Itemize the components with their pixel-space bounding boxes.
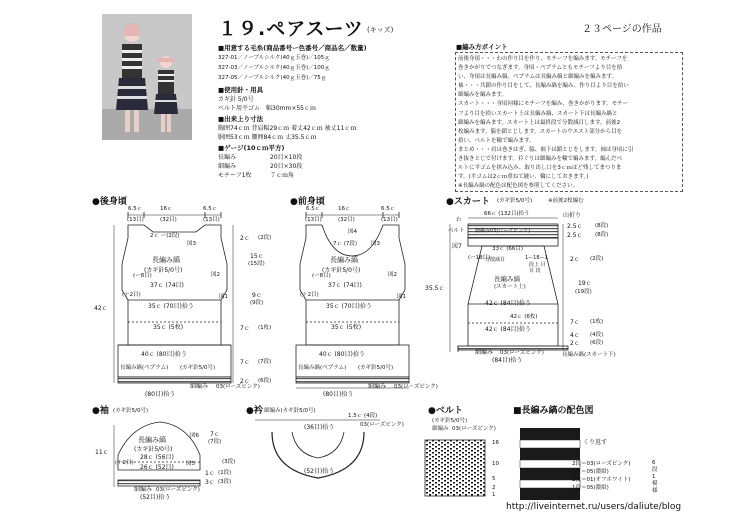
colorchart-row: 1段＝05(濃紺)	[572, 469, 609, 475]
section-skirt: ●スカート	[446, 197, 490, 207]
front-yarn: 03(ローズピンク)	[394, 384, 438, 390]
front-w-left: 6.5ｃ	[306, 206, 321, 212]
back-plus2: (＋2目)	[122, 292, 141, 298]
sleeve-r3c: 3ｃ	[205, 479, 215, 486]
back-h15c: 15ｃ	[250, 253, 264, 260]
front-w35b: 35ｃ (5枚)	[331, 324, 362, 331]
skirt-yarn: 03(ローズピンク)	[500, 350, 544, 356]
back-sai: 細編み	[190, 383, 209, 390]
skirt-lower: 長編み縞(スカート下)	[562, 352, 616, 358]
belt-row1: 1	[492, 492, 496, 498]
back-w40: 40ｃ (80目)拾う	[141, 351, 187, 358]
front-neck: 7ｃ (7段)	[333, 241, 358, 247]
skirt-saitop: 細編み03(ローズピンク)	[475, 228, 530, 234]
collar-note: 細編み(カギ針5/0号)	[264, 408, 316, 414]
skirt-r7: 7ｃ	[570, 319, 580, 326]
skirt-r2e: 2ｃ	[570, 340, 580, 347]
sleeve-body1: 長編み縞	[138, 436, 166, 444]
front-w40: 40ｃ (80目)拾う	[319, 351, 365, 358]
belt-row10: 10	[492, 461, 499, 467]
sleeve-plus2: (＋2目)	[115, 460, 134, 466]
front-minus8: (ー8目)	[312, 273, 331, 279]
collar-w15: 1.5ｃ (4段)	[348, 413, 378, 419]
back-yarn: 03(ローズピンク)	[216, 384, 260, 390]
sleeve-zu5: 図5	[186, 461, 195, 467]
tools-heading: ■使用針・用具	[218, 86, 264, 94]
color-chart	[520, 428, 580, 500]
size-heading: ■出来上り寸法	[218, 115, 264, 123]
skirt-h355: 35.5ｃ	[425, 285, 445, 292]
front-w37: 37ｃ (74目)	[328, 282, 362, 289]
yarn-line: 327-05／ノーブルシルク(40ｇ玉巻)／75ｇ	[218, 75, 327, 81]
skirt-bunsan: 分散減目	[485, 257, 506, 263]
front-peplum: 長編み縞(ペプラム)	[298, 365, 347, 371]
skirt-r2d: (2段)	[590, 256, 604, 262]
back-body2: (カギ針5/0号)	[144, 267, 183, 274]
front-body-outline	[296, 212, 409, 388]
back-h6d: (6段)	[258, 378, 272, 384]
collar-top: (36目)拾う	[304, 424, 335, 431]
points-line: い、身頃は長編み縞、ペプラムは長編み縞と細編みを編みます。	[458, 74, 618, 81]
skirt-top: 66ｃ (132目)拾う	[484, 211, 530, 217]
belt-row2: 2	[492, 485, 496, 491]
front-s-mid: (32目)	[338, 217, 355, 223]
skirt-step3: 目 段	[529, 268, 541, 274]
back-body1: 長編み縞	[152, 256, 180, 264]
points-line: 前後身頃・・・わの作り目を作り、モチーフを編みます。モチーフを	[458, 56, 628, 62]
skirt-zu7: 図7	[452, 243, 462, 250]
gauge-key: 細編み	[218, 163, 237, 170]
sleeve-r3d: (3段)	[218, 479, 232, 485]
points-line: ※長編み縞の配色は配色図を参照してください。	[458, 183, 579, 190]
sleeve-hook: (カギ針5/0号)	[113, 408, 149, 414]
skirt-w42b: 42ｃ (6枚)	[510, 314, 538, 320]
skirt-r6d: (6段)	[590, 340, 604, 346]
page-title: １９.ペアスーツ	[218, 18, 364, 40]
front-plus2: (＋2目)	[300, 292, 319, 298]
points-line: 巻きかがりでつなぎます。身頃・ペプラムともモチーフより目を拾	[458, 65, 623, 72]
section-collar: ●衿	[246, 406, 263, 416]
front-zu4: 図4	[348, 229, 357, 235]
sleeve-r1c: 1ｃ	[205, 470, 215, 477]
colorchart-row: 2段＝01(オフホワイト)	[572, 477, 631, 483]
back-s-right: (13目)	[203, 217, 220, 223]
sleeve-sai: 細編み	[134, 486, 153, 493]
source-url[interactable]: http://liveinternet.ru/users/daliute/blog	[506, 502, 682, 512]
belt-stitch: 細編み	[432, 426, 449, 432]
collar-bottom: (52目)拾う	[304, 468, 335, 475]
colorchart-repeat: くり返す	[583, 439, 608, 446]
skirt-r2c: 2ｃ	[570, 256, 580, 263]
yarn-line: 327-01／ノーブルシルク(40ｇ玉巻)／105ｇ	[218, 55, 330, 61]
skirt-sai: 細編み	[475, 349, 494, 356]
front-sai: 細編み	[368, 383, 387, 390]
collar-yarn: 03(ローズピンク)	[360, 422, 404, 428]
back-h2c2: 2ｃ	[240, 378, 250, 385]
sleeve-h11: 11ｃ	[95, 449, 109, 456]
back-h2c: 2ｃ	[240, 235, 250, 242]
sleeve-w28: 28ｃ (56目)	[140, 454, 174, 461]
back-h42: 42ｃ	[94, 305, 108, 312]
back-h2d: (2段)	[258, 235, 272, 241]
front-w-mid: 16ｃ	[338, 206, 351, 212]
back-w35a: 35ｃ (70目)拾う	[148, 303, 194, 310]
tools-line: カギ針 5/0号	[218, 96, 254, 103]
front-s-right: (13目)	[381, 217, 398, 223]
sleeve-w52: (52目)拾う	[140, 494, 171, 501]
colorchart-row: 2段＝03(ローズピンク)	[572, 461, 631, 467]
skirt-r8a: (8段)	[595, 223, 609, 229]
back-s-left: (13目)	[127, 217, 144, 223]
front-zu2: 図2	[388, 272, 397, 278]
skirt-belt: ベルト	[448, 228, 465, 234]
sleeve-r7d: (7段)	[208, 439, 222, 445]
colorchart-side: 6段1模様	[652, 460, 658, 494]
sleeve-yarn: 03(ローズピンク)	[156, 487, 200, 493]
points-line: き抜きとじで付けます。衿ぐりは細編みを輪で編みます。編んだベ	[458, 156, 623, 163]
section-belt: ●ベルト	[428, 406, 463, 416]
back-zu2: 図2	[211, 272, 220, 278]
back-w37: 37ｃ (74目)	[150, 282, 184, 289]
section-front: ●前身頃	[290, 197, 325, 207]
belt-row5: 5	[492, 476, 496, 482]
skirt-w84: (84目)拾う	[492, 357, 523, 364]
back-h7c: 7ｃ	[240, 325, 250, 332]
skirt-body1: 長編み縞	[494, 275, 520, 283]
front-w35a: 35ｃ (70目)拾う	[326, 303, 372, 310]
skirt-w33: 33ｃ (66目)	[492, 246, 524, 252]
front-zu3: 図3	[371, 241, 380, 247]
skirt-r25a: 2.5ｃ	[567, 223, 583, 230]
gauge-value: 20目×30段	[270, 163, 303, 170]
belt-hook: (カギ針5/0号)	[432, 418, 468, 424]
gauge-key: モチーフ1枚	[218, 172, 252, 179]
skirt-r19: 19ｃ	[578, 280, 592, 287]
tools-line: ベルト用平ゴム 幅30mm×55ｃｍ	[218, 105, 316, 112]
skirt-r4: 4ｃ	[570, 332, 580, 339]
section-sleeve: ●袖	[92, 406, 109, 416]
front-w-right: 6.5ｃ	[381, 206, 396, 212]
back-zu1: 図1	[219, 294, 228, 300]
front-body2: (カギ針5/0号)	[322, 267, 361, 274]
skirt-r19d: (19段)	[575, 289, 592, 295]
points-line: スカート・・・身頃同様にモチーフを編み、巻きかがります。モチー	[458, 101, 629, 108]
belt-yarn: 03(ローズピンク)	[452, 426, 496, 432]
front-body1: 長編み縞	[330, 256, 358, 264]
gauge-key: 長編み	[218, 154, 237, 161]
colorchart-row: 1段＝05(濃紺)	[572, 485, 609, 491]
kids-label: (キッズ)	[367, 26, 394, 34]
points-line: 拾い、ベルトを輪で編みます。	[458, 137, 535, 144]
back-h7d: (7段)	[258, 359, 272, 365]
yarn-heading: ■用意する毛糸(商品番号ー色番号／商品名／数量)	[218, 44, 367, 52]
skirt-step2: 段上 目	[529, 262, 546, 268]
sleeve-zu6: 図6	[190, 433, 199, 439]
skirt-w42c: 42ｃ (84目)拾う	[485, 326, 531, 333]
skirt-step: 1ー18ー1	[525, 255, 548, 261]
page-reference: ２３ページの作品	[582, 24, 662, 35]
section-color-chart: ■長編み縞の配色図	[513, 406, 594, 416]
back-w-left: 6.5ｃ	[128, 206, 143, 212]
sleeve-r3e: (3段)	[222, 459, 236, 465]
skirt-r25b: 2.5ｃ	[567, 232, 583, 239]
skirt-wa: わ	[456, 217, 462, 223]
points-line: 細編みを編みます。スカート上は最終段で分散減目します。前後2	[458, 119, 621, 126]
gauge-heading: ■ゲージ(10ｃｍ平方)	[218, 144, 285, 152]
back-zu3: 図3	[187, 241, 196, 247]
section-back: ●後身頃	[92, 197, 127, 207]
gauge-value: 20目×10段	[270, 154, 303, 161]
back-h15d: (15段)	[248, 261, 265, 267]
back-peplum2: (カギ針5/0号)	[180, 365, 216, 371]
front-w80: (80目)拾う	[323, 391, 354, 398]
size-line: 胴囲53ｃｍ 腰囲84ｃｍ 丈35.5ｃｍ	[218, 134, 317, 141]
back-h1m: (1枚)	[258, 325, 272, 331]
points-line: 細編みを編みます。	[458, 92, 508, 99]
points-line: ルトに平ゴムを挟み込み、取り出し口を3ｃｍほど残してまつりま	[458, 165, 622, 172]
skirt-count: ※前後2枚編む	[548, 198, 584, 204]
front-zu1: 図1	[397, 294, 406, 300]
skirt-yamaori: 山折り	[563, 212, 582, 219]
back-w-right: 6.5ｃ	[203, 206, 218, 212]
points-line: フより目を拾いスカート上は長編み縞、スカート下は長編み縞と	[458, 110, 618, 117]
skirt-body2: (スカート上)	[494, 284, 526, 290]
back-neck: 2ｃ ー(2段)	[150, 233, 180, 239]
back-s-mid: (32目)	[160, 217, 177, 223]
points-line: す。(平ゴムは2ｃｍ重ねて縫い、輪にしておきます。)	[458, 174, 589, 181]
belt-grid	[425, 440, 485, 496]
front-s-left: (13目)	[305, 217, 322, 223]
back-peplum: 長編み縞(ペプラム)	[120, 365, 169, 371]
points-heading: ■編み方ポイント	[456, 43, 508, 51]
belt-row16: 16	[492, 440, 499, 446]
skirt-r1m: (1枚)	[590, 319, 604, 325]
skirt-r4d: (4段)	[590, 332, 604, 338]
back-w35b: 35ｃ (5枚)	[153, 324, 184, 331]
skirt-r8b: (8段)	[595, 232, 609, 238]
back-h9c: 9ｃ	[252, 292, 262, 299]
skirt-hook: (カギ針5/0号)	[497, 198, 533, 204]
size-line: 胸囲74ｃｍ 背肩幅29ｃｍ 着丈42ｃｍ 袖丈11ｃｍ	[218, 125, 357, 132]
points-line: 袖・・・共鎖の作り目をして、長編み縞を編み、作り目より目を拾い	[458, 83, 629, 90]
sleeve-r1d: (1段)	[218, 470, 232, 476]
front-peplum2: (カギ針5/0号)	[358, 365, 394, 371]
yarn-line: 327-03／ノーブルシルク(40ｇ玉巻)／100ｇ	[218, 65, 330, 71]
points-line: まとめ・・・肩は巻きはぎ、脇、袖下は鎖とじをします。袖は身頃に引	[458, 146, 634, 153]
back-h9d: (9段)	[250, 300, 264, 306]
back-w-mid: 16ｃ	[160, 206, 173, 212]
skirt-minus18: (ー18目)	[468, 255, 491, 261]
back-h7c2: 7ｃ	[240, 359, 250, 366]
back-w80: (80目)拾う	[145, 391, 176, 398]
back-minus8: (ー8目)	[133, 273, 152, 279]
gauge-value: ７ｃｍ角	[270, 172, 295, 179]
points-line: 枚編みます。脇を鎖とじします。スカートのウエスト部分から目を	[458, 128, 623, 135]
sleeve-w26: 26ｃ (52目)	[140, 464, 174, 471]
sleeve-r7c: 7ｃ	[210, 431, 220, 438]
sleeve-body2: (カギ針5/0号)	[134, 446, 173, 453]
skirt-w42a: 42ｃ (84目)拾う	[485, 300, 531, 307]
